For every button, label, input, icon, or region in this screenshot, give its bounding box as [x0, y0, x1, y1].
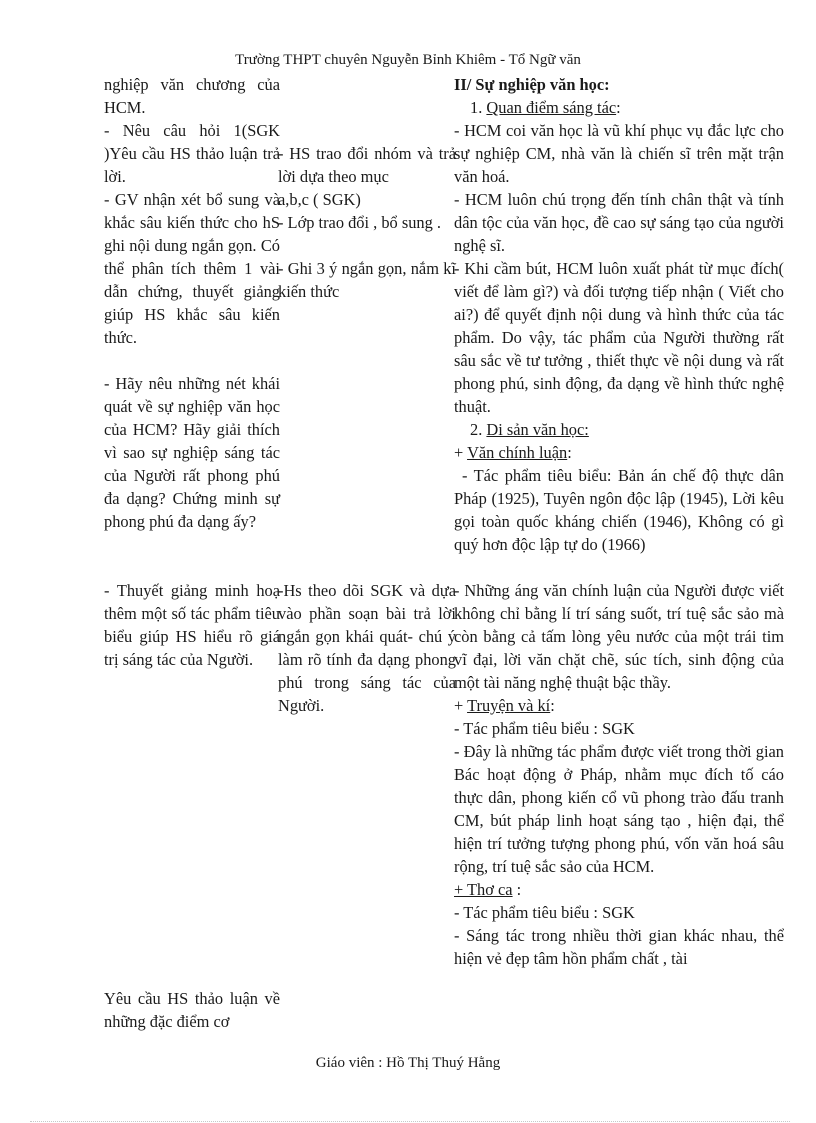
- paragraph-5: - Những áng văn chính luận của Người được viết không chỉ bằng lí trí sáng suốt, trí tuệ sắc sảo mà còn bằng cả tấm lòng yêu nước của một trái tim vĩ đại, lời văn chặt chẽ, súc tích, sinh động của một tài năng nghệ thuật bậc thầy.: [454, 581, 784, 692]
- col1-block-2: - Nêu câu hỏi 1(SGK )Yêu cầu HS thảo luận trả lời.: [104, 121, 280, 186]
- subheading-poetry: + Thơ ca :: [454, 880, 522, 899]
- paragraph-2: - HCM luôn chú trọng đến tính chân thật và tính dân tộc của văn học, đề cao sự sáng tạo của người nghệ sĩ.: [454, 190, 784, 255]
- col1-block-3: - GV nhận xét bổ sung và khắc sâu kiến thức cho hS ghi nội dung ngắn gọn. Có thể phân tích thêm 1 vài dẫn chứng, thuyết giảng giúp HS khắc sâu kiến thức.: [104, 190, 280, 347]
- paragraph-8: - Tác phẩm tiêu biểu : SGK: [454, 903, 635, 922]
- page-footer: Giáo viên : Hồ Thị Thuý Hằng: [315, 1055, 501, 1071]
- section-title: II/ Sự nghiệp văn học:: [454, 75, 610, 94]
- subheading-2: 2. Di sản văn học:: [470, 420, 589, 439]
- paragraph-4: - Tác phẩm tiêu biểu: Bản án chế độ thực dân Pháp (1925), Tuyên ngôn độc lập (1945), Lời kêu gọi toàn quốc kháng chiến (1946), Không có gì quý hơn độc lập tự do (1966): [454, 466, 784, 554]
- page-header: Trường THPT chuyên Nguyễn Bỉnh Khiêm - Tổ Ngữ văn: [235, 52, 581, 68]
- col2-block-1: - HS trao đổi nhóm và trả lời dựa theo mục: [278, 144, 456, 186]
- col2-block-2: a,b,c ( SGK): [278, 190, 361, 209]
- paragraph-7: - Đây là những tác phẩm được viết trong thời gian Bác hoạt động ở Pháp, nhằm mục đích tố cáo thực dân, phong kiến cổ vũ phong trào đấu tranh CM, bút pháp linh hoạt sáng tạo , hiện đại, thể hiện trí tưởng tượng phong phú, vốn văn hoá sâu rộng, trí tuệ sắc sảo của HCM.: [454, 742, 784, 876]
- paragraph-6: - Tác phẩm tiêu biểu : SGK: [454, 719, 635, 738]
- col2-block-3: - Lớp trao đổi , bổ sung .: [278, 213, 441, 232]
- paragraph-3: - Khi cầm bút, HCM luôn xuất phát từ mục đích( viết để làm gì?) và đối tượng tiếp nhận ( Viết cho ai?) để quyết định nội dung và hình thức của tác phẩm. Do vậy, tác phẩm của Người thường rất sâu sắc về tư tưởng , thiết thực về nội dung và rất phong phú, sinh động, đa dạng về hình thức nghệ thuật.: [454, 259, 784, 416]
- paragraph-9: - Sáng tác trong nhiều thời gian khác nhau, thể hiện vẻ đẹp tâm hồn phẩm chất , tài: [454, 926, 784, 968]
- col2-block-4: - Ghi 3 ý ngắn gọn, nắm kĩ kiến thức: [278, 259, 456, 301]
- subheading-1: 1. Quan điểm sáng tác:: [470, 98, 621, 117]
- col1-block-1: nghiệp văn chương của HCM.: [104, 75, 280, 117]
- col2-block-5: -Hs theo dõi SGK và dựa vào phần soạn bài trả lời ngắn gọn khái quát- chú ý làm rõ tính đa dạng phong phú trong sáng tác của Người.: [278, 581, 456, 715]
- page-bottom-rule: [30, 1121, 790, 1122]
- subheading-stories: + Truyện và kí:: [454, 696, 555, 715]
- subheading-prose: + Văn chính luận:: [454, 443, 572, 462]
- col1-block-6: Yêu cầu HS thảo luận về những đặc điểm cơ: [104, 989, 280, 1031]
- col1-block-5: - Thuyết giảng minh hoạ thêm một số tác phẩm tiêu biểu giúp HS hiểu rõ giá trị sáng tác của Người.: [104, 581, 280, 669]
- paragraph-1: - HCM coi văn học là vũ khí phục vụ đắc lực cho sự nghiệp CM, nhà văn là chiến sĩ trên mặt trận văn hoá.: [454, 121, 784, 186]
- col1-block-4: - Hãy nêu những nét khái quát về sự nghiệp văn học của HCM? Hãy giải thích vì sao sự nghiệp sáng tác của Người rất phong phú đa dạng? Chứng minh sự phong phú đa dạng ấy?: [104, 374, 280, 531]
